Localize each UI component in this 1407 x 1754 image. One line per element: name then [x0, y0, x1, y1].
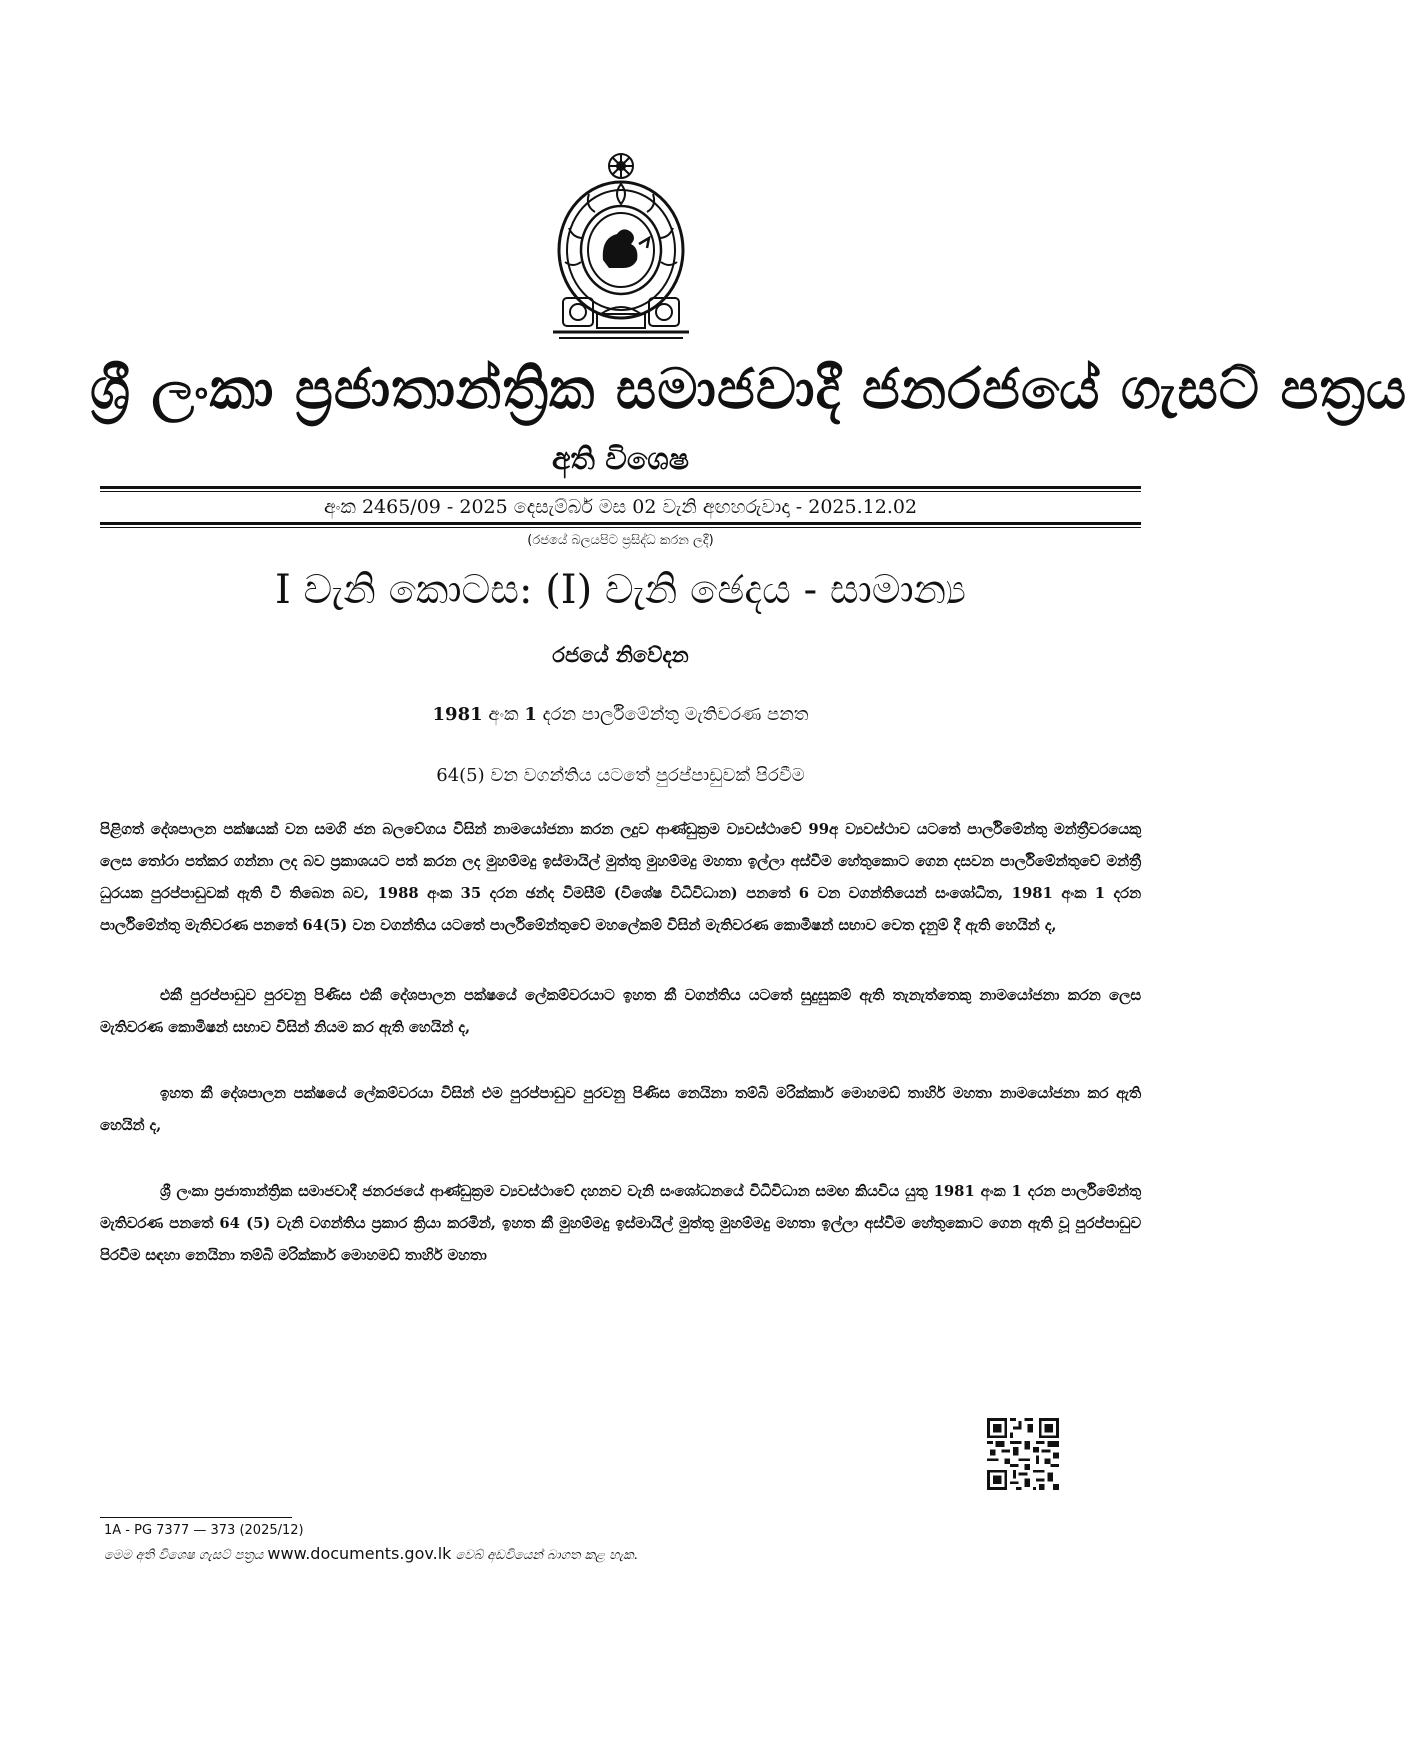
part-section-title: I වැනි කොටස: (I) වැනි ඡෙදය - සාමාන්‍ය	[274, 567, 967, 613]
act-title	[100, 700, 1141, 730]
gazette-masthead-title: ශ්‍රී ලංකා ප්‍රජාතාන්ත්‍රික සමාජවාදී ජනරජයේ ගැසට් පත්‍රය	[90, 357, 1407, 422]
masthead-rule-bottom	[100, 522, 1141, 525]
gazette-extraordinary-label: අති විශෙෂ	[551, 442, 690, 477]
notice-paragraph: ශ්‍රී ලංකා ප්‍රජාතාන්ත්‍රික සමාජවාදී ජනරජයේ ආණ්ඩුක්‍රම ව්‍යවස්ථාවේ දහනව වැනි සංශෝධනයේ විධිවිධාන සමඟ කියවිය යුතු 1981 අංක 1 දරන පාර්ලිමේන්තු මැතිවරණ පනතේ 64 (5) වැනි වගන්තිය ප්‍රකාර ක්‍රියා කරමින්, ඉහත කී මුහම්මදු ඉස්මායිල් මුත්තු මුහම්මදු මහතා ඉල්ලා අස්වීම හේතුකොට ගෙන ඇති වූ පුරප්පාඩුව පිරවීම සඳහා නෙයිනා තම්බි මරික්කාර් මොහමඩ් තාහිර් මහතා	[100, 1183, 1141, 1264]
notice-paragraph: පිළිගත් දේශපාලන පක්ෂයක් වන සමගි ජන බලවේගය විසින් නාමයෝජනා කරන ලදුව ආණ්ඩුක්‍රම ව්‍යවස්ථාවේ 99අ ව්‍යවස්ථාව යටතේ පාර්ලිමේන්තු මන්ත්‍රීවරයෙකු ලෙස තෝරා පත්කර ගන්නා ලද බව ප්‍රකාශයට පත් කරන ලද මුහම්මදු ඉස්මායිල් මුත්තු මුහම්මදු මහතා ඉල්ලා අස්වීම හේතුකොට ගෙන දසවන පාර්ලිමේන්තුවේ මන්ත්‍රී ධුරයක පුරප්පාඩුවක් ඇති වී තිබෙන බව, 1988 අංක 35 දරන ඡන්ද විමසීම් (විශේෂ විධිවිධාන) පනතේ 6 වන වගන්තියෙන් සංශෝධිත, 1981 අංක 1 දරන පාර්ලිමේන්තු මැතිවරණ පනතේ 64(5) වන වගන්තිය යටතේ පාර්ලිමේන්තුවේ මහලේකම් විසින් මැතිවරණ කොමිෂන් සභාව වෙත දැනුම් දී ඇති හෙයින් ද,	[100, 821, 1141, 934]
qr-code-icon	[987, 1418, 1059, 1490]
print-code: 1A - PG 7377 — 373 (2025/12)	[104, 1523, 304, 1538]
notice-paragraph: ඉහත කී දේශපාලන පක්ෂයේ ලේකම්වරයා විසින් එම පුරප්පාඩුව පුරවනු පිණිස නෙයිනා තම්බි මරික්කාර් මොහමඩ් තාහිර් මහතා නාමයෝජනා කර ඇති හෙයින් ද,	[100, 1085, 1141, 1134]
act-number: 1	[524, 704, 537, 725]
notice-body	[100, 814, 1141, 1306]
masthead-rule-bottom-thin	[100, 527, 1141, 528]
government-notifications-heading: රජයේ නිවේදන	[552, 643, 689, 667]
act-name: දරන පාර්ලිමේන්තු මැතිවරණ පනත	[542, 704, 809, 725]
sri-lanka-emblem-icon	[541, 148, 701, 340]
act-no-prefix: අංක	[488, 704, 519, 725]
footnote-rule	[100, 1517, 292, 1518]
documents-website-link[interactable]: www.documents.gov.lk	[267, 1544, 452, 1563]
published-by-authority: (රජයේ බලයපිට ප්‍රසිද්ධ කරන ලදී)	[527, 533, 714, 548]
notice-paragraph: එකී පුරප්පාඩුව පුරවනු පිණිස එකී දේශපාලන පක්ෂයේ ලේකම්වරයාට ඉහත කී වගන්තිය යටතේ සුදුසුකම් ඇති තැනැත්තෙකු නාමයෝජනා කරන ලෙස මැතිවරණ කොමිෂන් සභාව විසින් නියම කර ඇති හෙයින් ද,	[100, 987, 1141, 1036]
download-note	[104, 1543, 638, 1567]
download-note-before: මෙම අති විශෙෂ ගැසට් පත්‍රය	[104, 1548, 264, 1563]
act-year: 1981	[432, 704, 483, 725]
notice-subject: 64(5) වන වගන්තිය යටතේ පුරප්පාඩුවක් පිරවීම	[436, 765, 805, 786]
masthead-rule-top	[100, 486, 1141, 489]
issue-number-date: අංක 2465/09 - 2025 දෙසැම්බර් මස 02 වැනි අඟහරුවාදා - 2025.12.02	[323, 496, 918, 518]
download-note-after: වෙබ් අඩවියෙන් බාගත කළ හැක.	[455, 1548, 638, 1563]
